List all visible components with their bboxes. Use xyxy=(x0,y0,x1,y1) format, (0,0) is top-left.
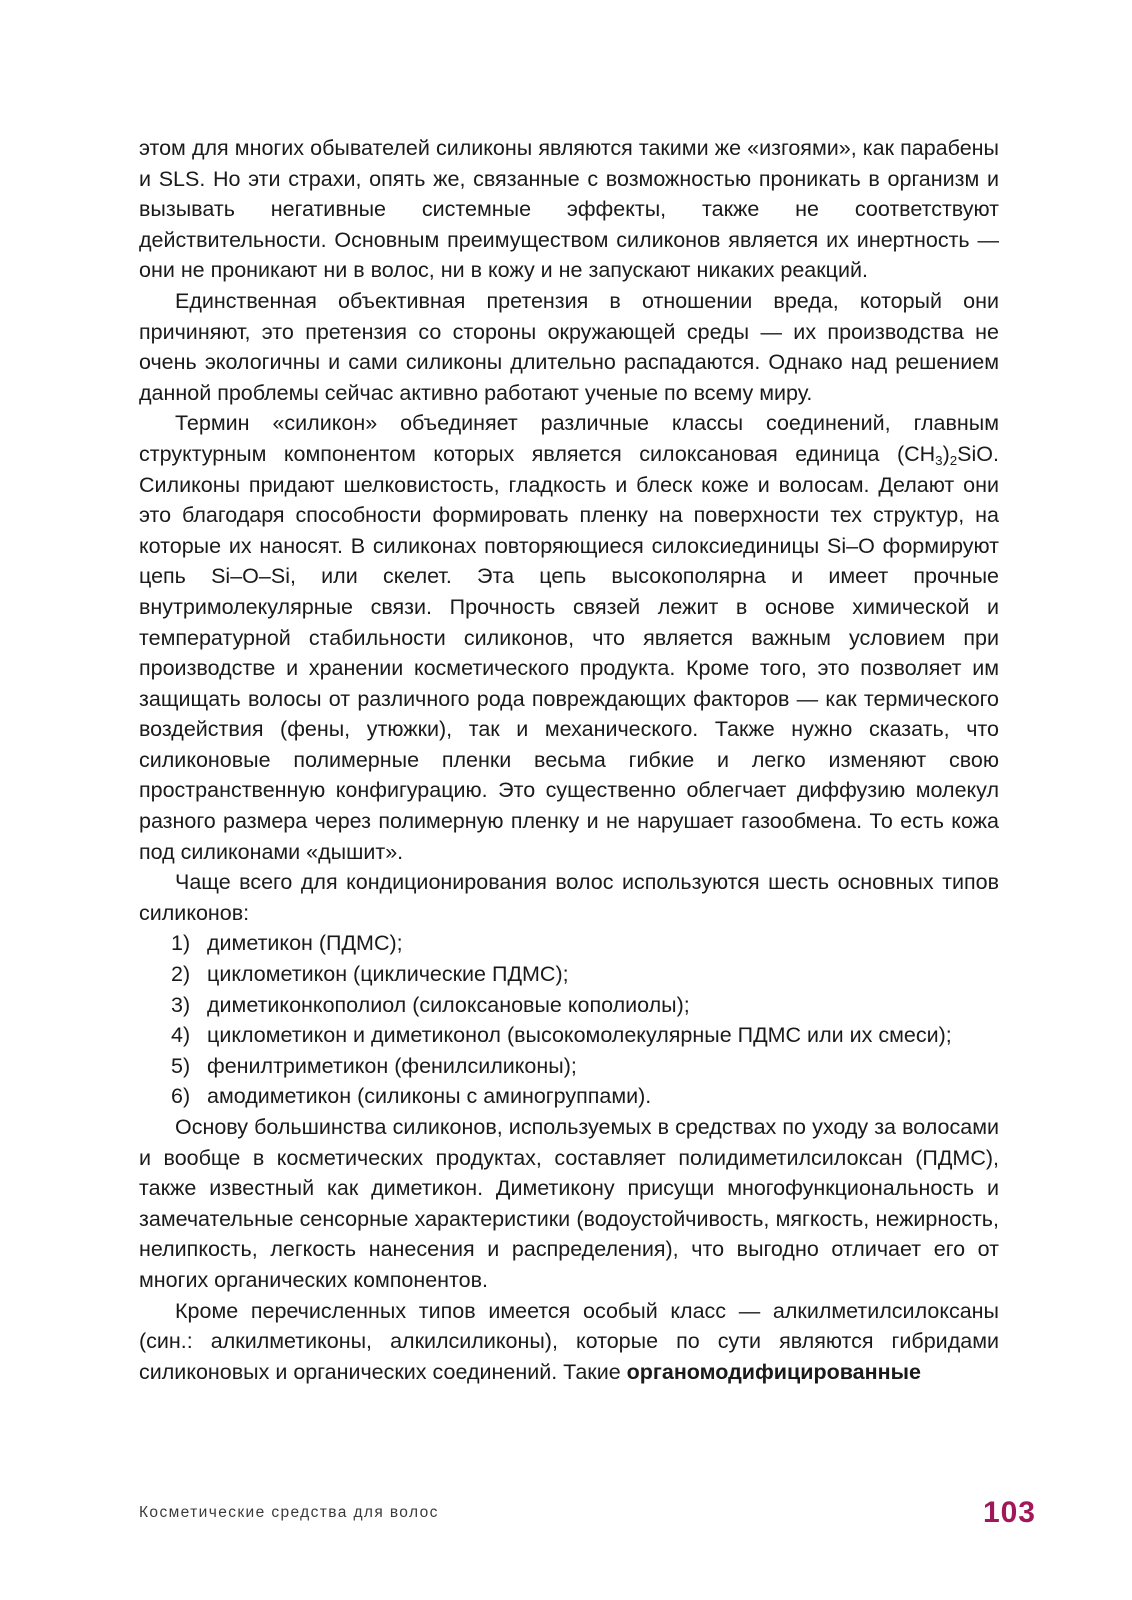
bold-term: органомодифицированные xyxy=(626,1359,921,1384)
list-item-number: 6) xyxy=(171,1084,191,1109)
list-item xyxy=(139,928,999,959)
list-item-number: 1) xyxy=(171,931,191,956)
list-item-text: амодиметикон (силиконы с аминогруппами). xyxy=(207,1084,652,1109)
paragraph-1: этом для многих обывателей силиконы являются такими же «изгоями», как парабены и SLS. Но эти страхи, опять же, связанные с возможностью проникать в организм и вызывать негативные системные эффекты, также не соответствуют действительности. Основным преимуществом силиконов является их инертность — они не проникают ни в волос, ни в кожу и не запускают никаких реакций. xyxy=(139,136,999,283)
list-item-text: циклометикон (циклические ПДМС); xyxy=(207,962,569,987)
list-item xyxy=(139,990,999,1021)
paragraph-3-start: Термин «силикон» объединяет различные классы соединений, главным структурным компонентом которых является силоксановая единица (CH xyxy=(139,411,999,466)
list-item-text: диметиконкополиол (силоксановые кополиолы); xyxy=(207,992,690,1017)
formula-subscript-2: 2 xyxy=(949,452,958,468)
silicone-types-list xyxy=(139,928,999,1112)
formula-subscript: 3 xyxy=(935,452,943,468)
running-footer-title: Косметические средства для волос xyxy=(139,1504,439,1521)
list-item-number: 2) xyxy=(171,962,191,987)
list-item xyxy=(139,1051,999,1082)
list-item xyxy=(139,959,999,990)
list-item-number: 3) xyxy=(171,992,191,1017)
list-item xyxy=(139,1081,999,1112)
paragraph-last-text: Кроме перечисленных типов имеется особый класс — алкилметилсилоксаны (син.: алкилметиконы, алкилсиликоны), которые по сути являются гибридами силиконовых и органических соединений. Такие xyxy=(139,1298,999,1384)
paragraph-3-rest: SiO. Силиконы придают шелковистость, гладкость и блеск коже и волосам. Делают они это благодаря способности формировать пленку на поверхности тех структур, на которые их наносят. В силиконах повторяющиеся силоксиединицы Si–O формируют цепь Si–O–Si, или скелет. Эта цепь высокополярна и имеет прочные внутримолекулярные связи. Прочность связей лежит в основе химической и температурной стабильности силиконов, что является важным условием при производстве и хранении косметического продукта. Кроме того, это позволяет им защищать волосы от различного рода повреждающих факторов — как термического воздействия (фены, утюжки), так и механического. Также нужно сказать, что силиконовые полимерные пленки весьма гибкие и легко изменяют свою пространственную конфигурацию. Это существенно облегчает диффузию молекул разного размера через полимерную пленку и не нарушает газообмена. То есть кожа под силиконами «дышит». xyxy=(139,441,999,864)
list-item-text: фенилтриметикон (фенилсиликоны); xyxy=(207,1053,577,1078)
body-text xyxy=(139,133,999,1387)
paragraph-last xyxy=(139,1296,999,1388)
list-item xyxy=(139,1020,999,1051)
formula-close-paren: ) xyxy=(942,441,950,466)
paragraph-3 xyxy=(139,408,999,867)
page-number: 103 xyxy=(982,1496,1036,1529)
list-item-text: циклометикон и диметиконол (высокомолекулярные ПДМС или их смеси); xyxy=(207,1023,952,1048)
paragraph-after-list: Основу большинства силиконов, используемых в средствах по уходу за волосами и вообще в косметических продуктах, составляет полидиметилсилоксан (ПДМС), также известный как диметикон. Диметикону присущи многофункциональность и замечательные сенсорные характеристики (водоустойчивость, мягкость, нежирность, нелипкость, легкость нанесения и распределения), что выгодно отличает его от многих органических компонентов. xyxy=(139,1115,999,1292)
list-item-text: диметикон (ПДМС); xyxy=(207,931,403,956)
paragraph-2: Единственная объективная претензия в отношении вреда, который они причиняют, это претензия со стороны окружающей среды — их производства не очень экологичны и сами силиконы длительно распадаются. Однако над решением данной проблемы сейчас активно работают ученые по всему миру. xyxy=(139,288,999,405)
list-item-number: 4) xyxy=(171,1023,191,1048)
list-item-number: 5) xyxy=(171,1053,191,1078)
list-intro: Чаще всего для кондиционирования волос используются шесть основных типов силиконов: xyxy=(139,870,999,925)
